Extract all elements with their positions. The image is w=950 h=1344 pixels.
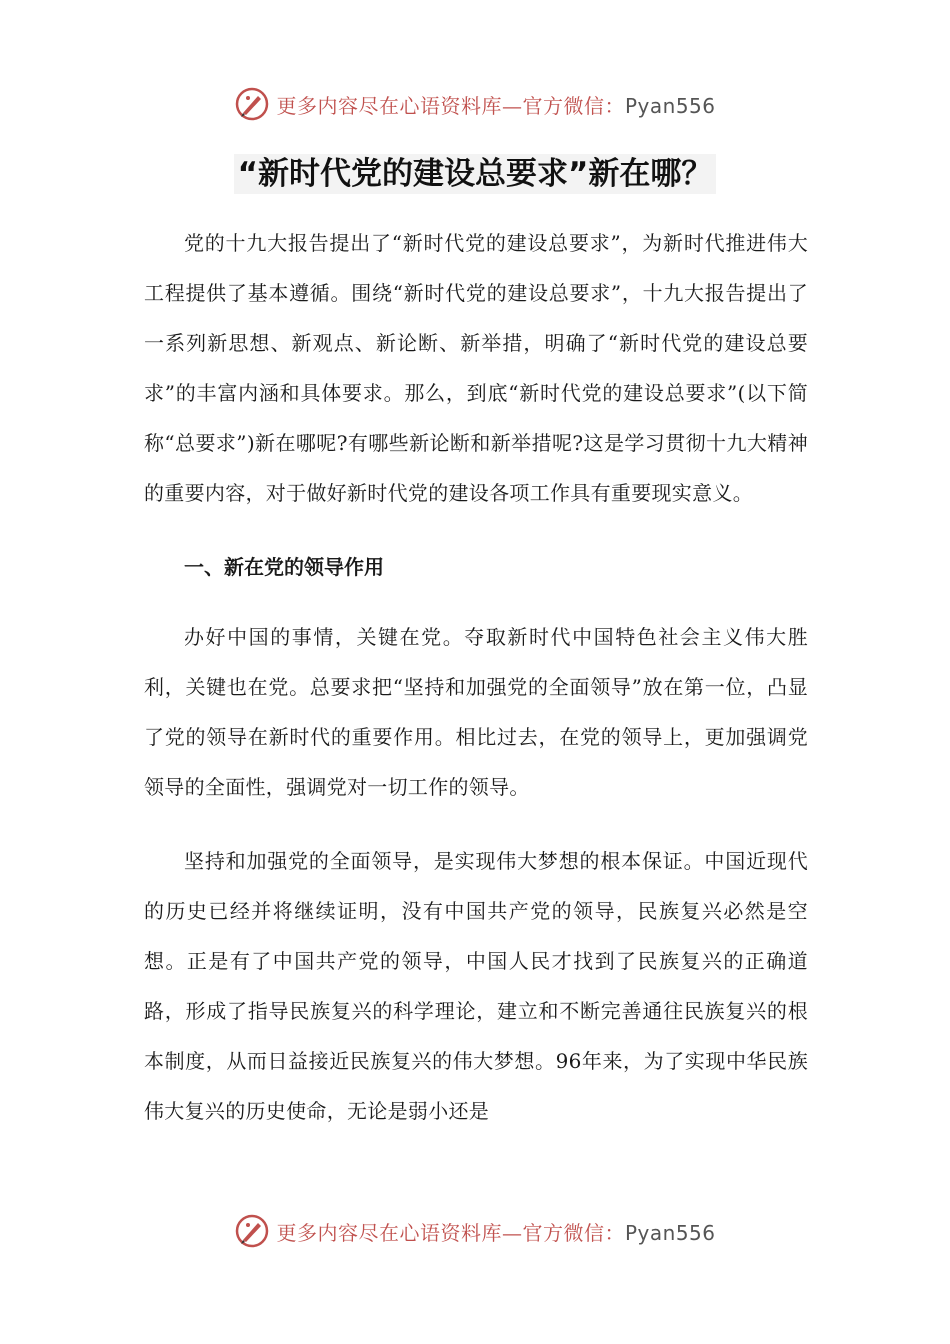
pen-logo-icon [234,86,270,122]
section-heading: 一、新在党的领导作用 [184,555,384,579]
intro-paragraph: 党的十九大报告提出了“新时代党的建设总要求”，为新时代推进伟大工程提供了基本遵循。围绕“新时代党的建设总要求”，十九大报告提出了一系列新思想、新观点、新论断、新举措，明确了“新时代党的建设总要求”的丰富内涵和具体要求。那么，到底“新时代党的建设总要求”(以下简称“总要求”)新在哪呢?有哪些新论断和新举措呢?这是学习贯彻十九大精神的重要内容，对于做好新时代党的建设各项工作具有重要现实意义。 [144,231,808,505]
pen-logo-icon [234,1213,270,1249]
banner-text: 更多内容尽在心语资料库—官方微信：Pyan556 [276,93,716,118]
page-title: “新时代党的建设总要求”新在哪？ [0,148,950,193]
section-paragraph-1: 办好中国的事情，关键在党。夺取新时代中国特色社会主义伟大胜利，关键也在党。总要求把“坚持和加强党的全面领导”放在第一位，凸显了党的领导在新时代的重要作用。相比过去，在党的领导上，更加强调党领导的全面性，强调党对一切工作的领导。 [144,625,808,799]
document-body [144,218,808,1160]
banner-text: 更多内容尽在心语资料库—官方微信：Pyan556 [276,1220,716,1245]
header-banner [0,84,950,124]
footer-banner [0,1211,950,1251]
section-paragraph-2: 坚持和加强党的全面领导，是实现伟大梦想的根本保证。中国近现代的历史已经并将继续证明，没有中国共产党的领导，民族复兴必然是空想。正是有了中国共产党的领导，中国人民才找到了民族复兴的正确道路，形成了指导民族复兴的科学理论，建立和不断完善通往民族复兴的根本制度，从而日益接近民族复兴的伟大梦想。96年来，为了实现中华民族伟大复兴的历史使命，无论是弱小还是 [144,849,808,1123]
